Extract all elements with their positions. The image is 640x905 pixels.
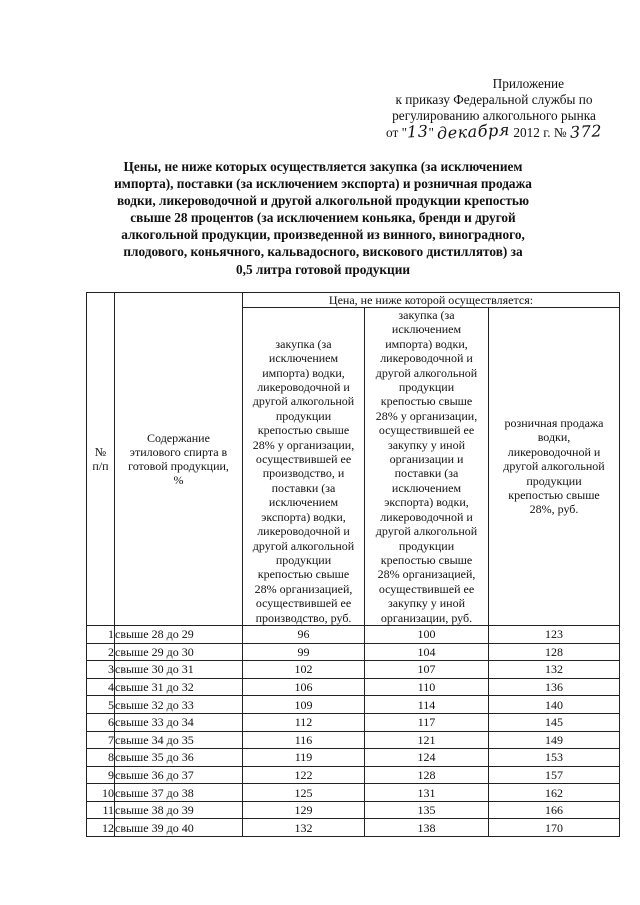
producer-price-cell: 119: [243, 749, 365, 767]
row-number-cell: 4: [87, 678, 115, 696]
table-row: [87, 678, 620, 696]
price-table: [86, 292, 620, 837]
alcohol-content-cell: свыше 32 до 33: [115, 696, 243, 714]
header-row-number: № п/п: [87, 293, 115, 626]
date-quote-close: ": [428, 125, 434, 140]
title-line: алкогольной продукции, произведенной из винного, виноградного,: [121, 227, 525, 243]
title-line: плодового, коньячного, кальвадосного, вискового дистиллятов) за: [123, 244, 523, 260]
handwritten-order-number: 372: [569, 121, 603, 142]
header-retail-price: розничная продажа водки, ликероводочной и другой алкогольной продукции крепостью свыше 28%, руб.: [489, 308, 620, 626]
title-line: импорта), поставки (за исключением экспорта) и розничная продажа: [114, 176, 532, 192]
appendix-title: Приложение: [492, 76, 564, 91]
header-producer-price: закупка (за исключением импорта) водки, ликероводочной и другой алкогольной продукции крепостью свыше 28% у организации, осуществившей ее производство, и поставки (за исключением экспорта) водки, ликероводочной и другой алкогольной продукции крепостью свыше 28% организацией, осуществившей ее производство, руб.: [243, 308, 365, 626]
header-reseller-price: закупка (за исключением импорта) водки, ликероводочной и другой алкогольной продукции крепостью свыше 28% у организации, осуществившей ее закупку у иной организации и поставки (за исключением экспорта) водки, ликероводочной и другой алкогольной продукции крепостью свыше 28% организацией, осуществившей ее закупку у иной организации, руб.: [365, 308, 489, 626]
row-number-cell: 10: [87, 784, 115, 802]
reseller-price-cell: 128: [365, 766, 489, 784]
retail-price-cell: 128: [489, 643, 620, 661]
producer-price-cell: 106: [243, 678, 365, 696]
reseller-price-cell: 135: [365, 801, 489, 819]
appendix-header: [358, 76, 630, 141]
retail-price-cell: 157: [489, 766, 620, 784]
handwritten-month: декабря: [436, 120, 511, 143]
retail-price-cell: 140: [489, 696, 620, 714]
row-number-cell: 12: [87, 819, 115, 837]
alcohol-content-cell: свыше 34 до 35: [115, 731, 243, 749]
producer-price-cell: 125: [243, 784, 365, 802]
alcohol-content-cell: свыше 39 до 40: [115, 819, 243, 837]
reseller-price-cell: 104: [365, 643, 489, 661]
alcohol-content-cell: свыше 29 до 30: [115, 643, 243, 661]
appendix-line-agency: регулированию алкогольного рынка: [392, 108, 596, 123]
producer-price-cell: 116: [243, 731, 365, 749]
alcohol-content-cell: свыше 33 до 34: [115, 713, 243, 731]
alcohol-content-cell: свыше 35 до 36: [115, 749, 243, 767]
alcohol-content-cell: свыше 38 до 39: [115, 801, 243, 819]
retail-price-cell: 153: [489, 749, 620, 767]
table-row: [87, 784, 620, 802]
appendix-line-order: к приказу Федеральной службы по: [395, 92, 593, 107]
retail-price-cell: 166: [489, 801, 620, 819]
reseller-price-cell: 100: [365, 625, 489, 643]
producer-price-cell: 99: [243, 643, 365, 661]
table-row: [87, 696, 620, 714]
row-number-cell: 8: [87, 749, 115, 767]
alcohol-content-cell: свыше 36 до 37: [115, 766, 243, 784]
date-year: 2012 г. №: [513, 125, 567, 140]
alcohol-content-cell: свыше 37 до 38: [115, 784, 243, 802]
table-row: [87, 819, 620, 837]
retail-price-cell: 123: [489, 625, 620, 643]
title-line: свыше 28 процентов (за исключением коньяка, бренди и другой: [130, 210, 516, 226]
date-prefix: от ": [386, 125, 408, 140]
header-min-price: Цена, не ниже которой осуществляется:: [243, 293, 620, 308]
appendix-date-line: [358, 120, 630, 143]
header-alcohol-content: Содержание этилового спирта в готовой продукции, %: [115, 293, 243, 626]
price-table-body: [87, 625, 620, 836]
reseller-price-cell: 114: [365, 696, 489, 714]
reseller-price-cell: 131: [365, 784, 489, 802]
title-line: Цены, не ниже которых осуществляется закупка (за исключением: [123, 159, 523, 174]
table-row: [87, 661, 620, 679]
row-number-cell: 7: [87, 731, 115, 749]
row-number-cell: 9: [87, 766, 115, 784]
row-number-cell: 1: [87, 625, 115, 643]
table-row: [87, 625, 620, 643]
row-number-cell: 11: [87, 801, 115, 819]
table-row: [87, 643, 620, 661]
producer-price-cell: 109: [243, 696, 365, 714]
row-number-cell: 2: [87, 643, 115, 661]
retail-price-cell: 136: [489, 678, 620, 696]
alcohol-content-cell: свыше 30 до 31: [115, 661, 243, 679]
reseller-price-cell: 121: [365, 731, 489, 749]
row-number-cell: 6: [87, 713, 115, 731]
row-number-cell: 5: [87, 696, 115, 714]
title-line: 0,5 литра готовой продукции: [235, 261, 411, 277]
producer-price-cell: 132: [243, 819, 365, 837]
handwritten-day: 13: [406, 121, 429, 142]
reseller-price-cell: 117: [365, 713, 489, 731]
retail-price-cell: 170: [489, 819, 620, 837]
table-row: [87, 801, 620, 819]
producer-price-cell: 102: [243, 661, 365, 679]
retail-price-cell: 149: [489, 731, 620, 749]
table-row: [87, 713, 620, 731]
document-title: [96, 158, 550, 278]
table-row: [87, 749, 620, 767]
retail-price-cell: 145: [489, 713, 620, 731]
producer-price-cell: 96: [243, 625, 365, 643]
producer-price-cell: 112: [243, 713, 365, 731]
retail-price-cell: 162: [489, 784, 620, 802]
table-row: [87, 766, 620, 784]
alcohol-content-cell: свыше 28 до 29: [115, 625, 243, 643]
retail-price-cell: 132: [489, 661, 620, 679]
table-row: [87, 731, 620, 749]
alcohol-content-cell: свыше 31 до 32: [115, 678, 243, 696]
reseller-price-cell: 124: [365, 749, 489, 767]
row-number-cell: 3: [87, 661, 115, 679]
producer-price-cell: 122: [243, 766, 365, 784]
producer-price-cell: 129: [243, 801, 365, 819]
title-line: водки, ликероводочной и другой алкогольной продукции крепостью: [116, 193, 530, 209]
reseller-price-cell: 107: [365, 661, 489, 679]
reseller-price-cell: 138: [365, 819, 489, 837]
reseller-price-cell: 110: [365, 678, 489, 696]
